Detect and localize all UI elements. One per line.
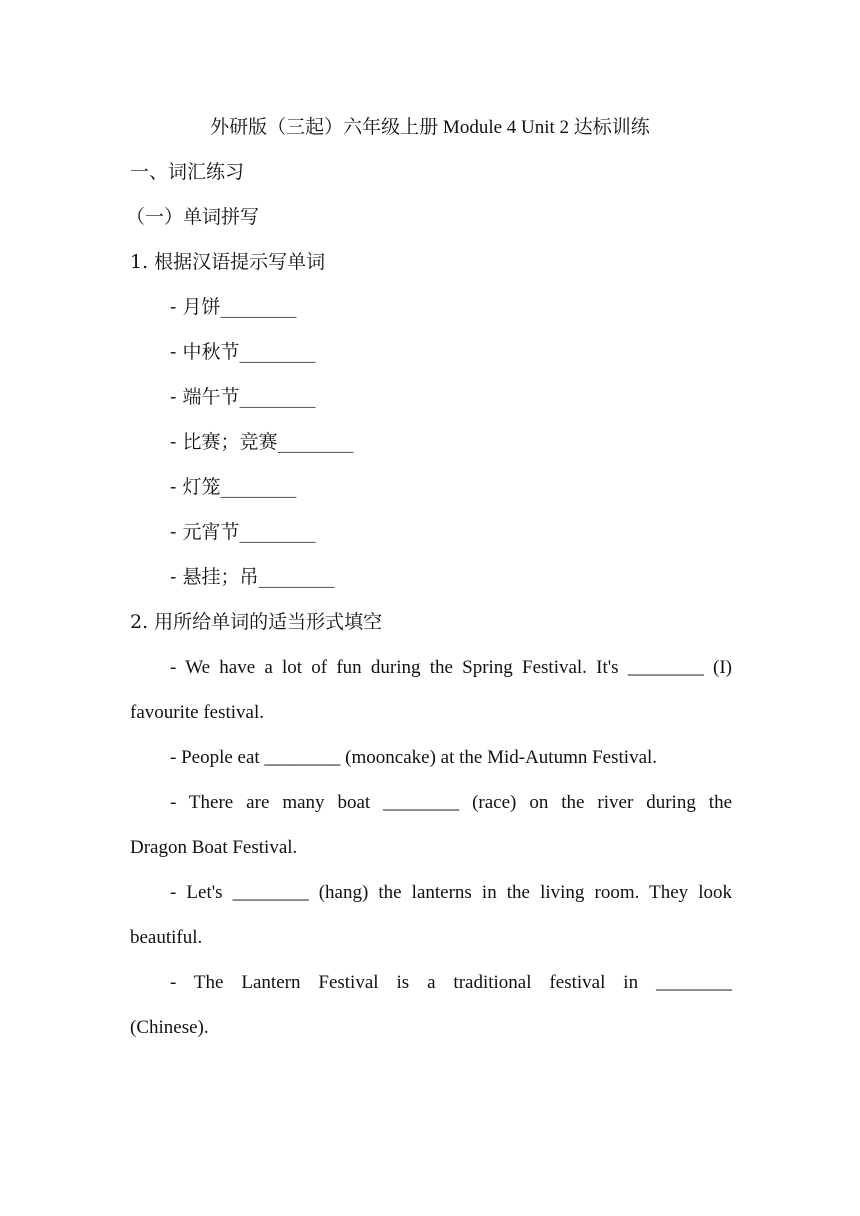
q2-item-1-line-2: favourite festival. xyxy=(130,702,265,723)
q2-item-5-line-1: - The Lantern Festival is a traditional festival in ________ xyxy=(170,972,732,993)
q1-item-lantern-festival: - 元宵节________ xyxy=(170,521,316,543)
subsection-heading-spelling: （一）单词拼写 xyxy=(126,206,260,228)
q2-item-2-line-1: - People eat ________ (mooncake) at the Mid-Autumn Festival. xyxy=(170,747,658,768)
q2-item-1-line-1: - We have a lot of fun during the Spring Festival. It's ________ (I) xyxy=(170,657,732,678)
q2-item-4-line-1: - Let's ________ (hang) the lanterns in the living room. They look xyxy=(170,882,732,903)
q1-item-mooncake: - 月饼________ xyxy=(170,296,297,318)
q2-item-3-line-2: Dragon Boat Festival. xyxy=(130,837,298,858)
q2-item-3-line-1: - There are many boat ________ (race) on the river during the xyxy=(170,792,732,813)
q1-item-lantern: - 灯笼________ xyxy=(170,476,297,498)
question-1-heading: 1. 根据汉语提示写单词 xyxy=(130,251,326,273)
document-title: 外研版（三起）六年级上册 Module 4 Unit 2 达标训练 xyxy=(210,117,650,138)
q1-item-hang: - 悬挂；吊________ xyxy=(170,566,335,588)
q1-item-dragon-boat: - 端午节________ xyxy=(170,386,316,408)
question-2-heading: 2. 用所给单词的适当形式填空 xyxy=(130,611,383,633)
q2-item-4-line-2: beautiful. xyxy=(130,927,203,948)
q2-item-5-line-2: (Chinese). xyxy=(130,1017,209,1038)
q1-item-mid-autumn: - 中秋节________ xyxy=(170,341,316,363)
q1-item-race: - 比赛；竞赛________ xyxy=(170,431,354,453)
section-heading-vocabulary: 一、词汇练习 xyxy=(130,161,245,183)
